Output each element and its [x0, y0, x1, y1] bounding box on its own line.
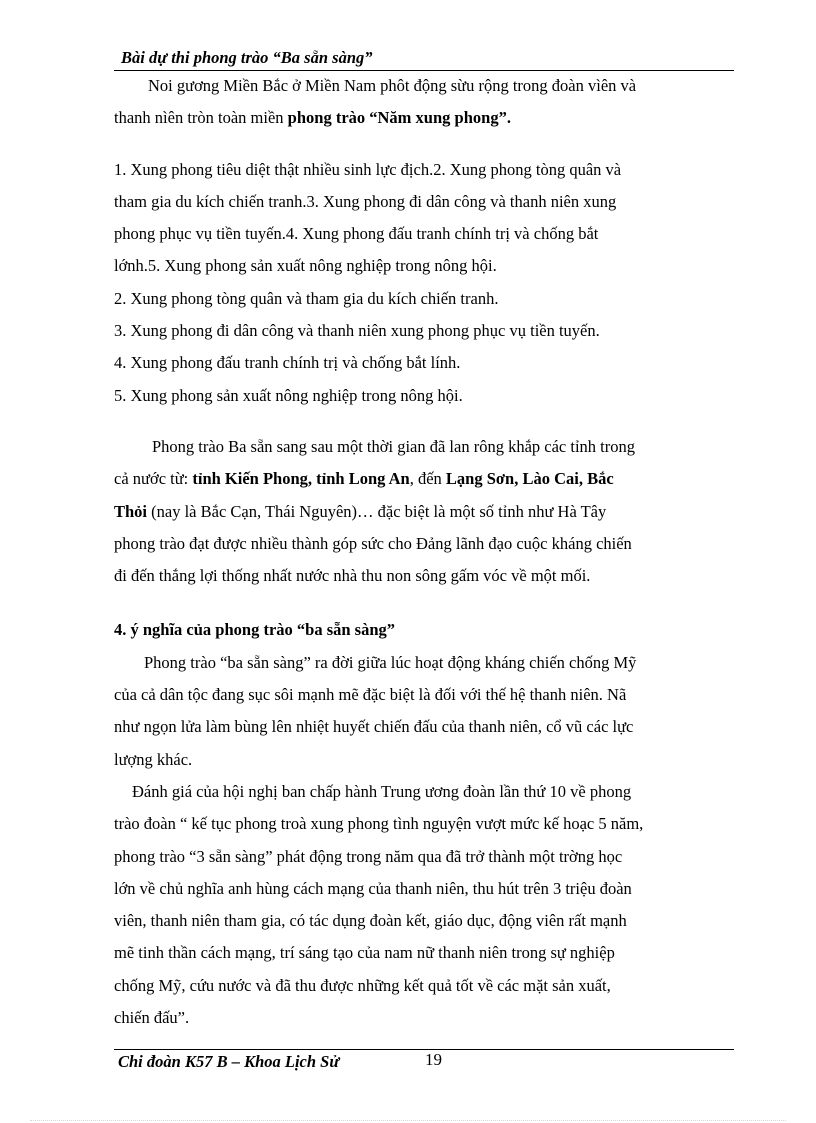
spread-line-2	[114, 463, 736, 495]
intro-line-2-text: thanh nìên tròn toàn miền	[114, 108, 288, 128]
intro-line-1: Noi gương Miền Bắc ở Miền Nam phôt động sừu rộng trong đoàn vìên và	[148, 76, 637, 95]
spacer	[114, 592, 736, 614]
list-line: phong phục vụ tiền tuyến.4. Xung phong đấu tranh chính trị và chống bắt	[114, 224, 599, 244]
spread-text: cả nước từ:	[114, 469, 193, 489]
spread-line-4: phong trào đạt được nhiều thành góp sức cho Đảng lãnh đạo cuộc kháng chiến	[114, 533, 632, 553]
section-paragraph-line: chiến đấu”.	[114, 1008, 190, 1028]
spread-text: , đến	[409, 469, 446, 489]
list-line: 2. Xung phong tòng quân và tham gia du kích chiến tranh.	[114, 288, 499, 308]
footer-author: Chi đoàn K57 B – Khoa Lịch Sử	[118, 1052, 340, 1071]
section-paragraph-line: mẽ tinh thần cách mạng, trí sáng tạo của nam nữ thanh niên trong sự nghiệp	[114, 943, 615, 963]
spread-line-1: Phong trào Ba sẵn sang sau một thời gian đã lan rông khắp các tỉnh trong	[152, 436, 636, 456]
spread-line-3	[114, 496, 736, 528]
page-header-title: Bài dự thi phong trào “Ba sẵn sàng”	[121, 48, 373, 67]
list-line: 3. Xung phong đi dân công và thanh niên xung phong phục vụ tiền tuyến.	[114, 321, 600, 341]
intro-line-2-bold: phong trào “Năm xung phong”.	[287, 108, 511, 128]
footer-divider	[114, 1049, 734, 1050]
section-paragraph-line: phong trào “3 sẵn sàng” phát động trong năm qua đã trở thành một trờng học	[114, 846, 623, 866]
section-paragraph-line: chống Mỹ, cứu nước và đã thu được những kết quả tốt về các mặt sản xuất,	[114, 975, 611, 995]
section-paragraph-line: lớn về chủ nghĩa anh hùng cách mạng của thanh niên, thu hút trên 3 triệu đoàn	[114, 878, 632, 898]
section-paragraph-line: Phong trào “ba sẵn sàng” ra đời giữa lúc hoạt động kháng chiến chống Mỹ	[144, 652, 637, 672]
section-heading: 4. ý nghĩa của phong trào “ba sẵn sàng”	[114, 620, 396, 640]
spread-bold: tỉnh Kiến Phong, tỉnh Long An	[192, 469, 410, 489]
spread-bold: Lạng Sơn, Lào Cai, Bắc	[445, 469, 614, 489]
section-paragraph-line: như ngọn lửa làm bùng lên nhiệt huyết chiến đấu của thanh niên, cổ vũ các lực	[114, 717, 634, 737]
section-paragraph-line: lượng khác.	[114, 749, 193, 769]
document-body	[114, 70, 736, 1034]
spread-bold: Thỏi	[114, 501, 148, 521]
spacer	[114, 135, 736, 154]
section-paragraph-line: Đánh giá của hội nghị ban chấp hành Trung ương đoàn lần thứ 10 về phong	[132, 781, 632, 801]
spread-line-5: đi đến thắng lợi thống nhất nước nhà thu non sông gấm vóc về một mối.	[114, 566, 591, 586]
spread-text: (nay là Bắc Cạn, Thái Nguyên)… đặc biệt là một số tỉnh như Hà Tây	[147, 501, 607, 521]
list-line: 1. Xung phong tiêu diệt thật nhiều sinh lực địch.2. Xung phong tòng quân và	[114, 159, 622, 179]
spacer	[114, 412, 736, 431]
section-paragraph-line: của cả dân tộc đang sục sôi mạnh mẽ đặc biệt là đối với thế hệ thanh niên. Nã	[114, 685, 627, 705]
page-number: 19	[425, 1050, 442, 1069]
list-line: 5. Xung phong sản xuất nông nghiệp trong nông hội.	[114, 385, 463, 405]
list-line: 4. Xung phong đấu tranh chính trị và chống bắt lính.	[114, 353, 461, 373]
section-paragraph-line: trào đoàn “ kế tục phong troà xung phong tình nguyện vượt mức kế hoạc 5 năm,	[114, 814, 644, 834]
section-paragraph-line: viên, thanh niên tham gia, có tác dụng đoàn kết, giáo dục, động viên rất mạnh	[114, 911, 627, 931]
page-bottom-border	[30, 1120, 786, 1121]
list-line: lớnh.5. Xung phong sản xuất nông nghiệp trong nông hội.	[114, 256, 497, 276]
intro-line-2	[114, 102, 736, 134]
list-line: tham gia du kích chiến tranh.3. Xung phong đi dân công và thanh niên xung	[114, 191, 617, 211]
